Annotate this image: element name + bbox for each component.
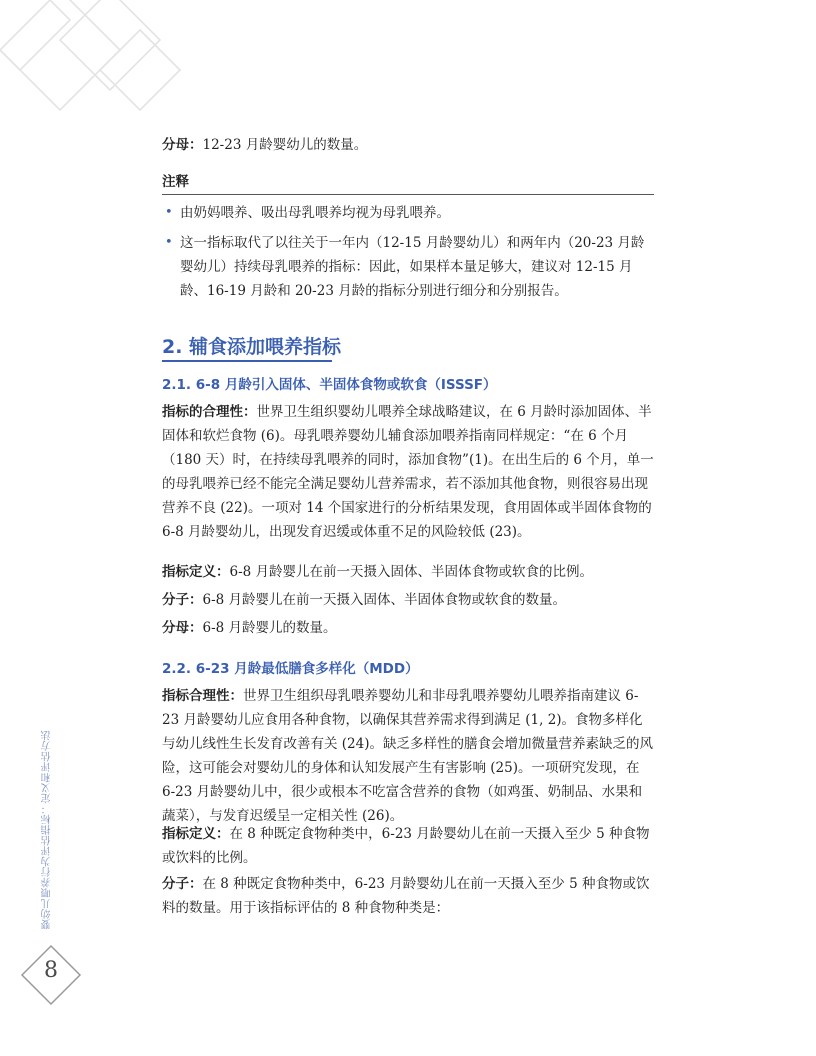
subsection-heading-2-2: 2.2. 6-23 月龄最低膳食多样化（MDD） [162,661,419,677]
section-underline [162,360,332,362]
rationale-paragraph: 指标的合理性：世界卫生组织婴幼儿喂养全球战略建议，在 6 月龄时添加固体、半固体和软烂食物 (6)。母乳喂养婴幼儿辅食添加喂养指南同样规定：“在 6 个月（180 天）时，在持续母乳喂养的同时，添加食物”(1)。在出生后的 6 个月，单一的母乳喂养已经不能完全满足婴幼儿营养需求，若不添加其他食物，则很容易出现营养不良 (22)。一项对 14 个国家进行的分析结果发现，食用固体或半固体食物的 6-8 月龄婴幼儿，出现发育迟缓或体重不足的风险较低 (23)。 [162,404,654,540]
running-title: 婴幼儿喂养行为评估指标：定义和评估方法 [42,730,53,930]
list-item: • 由奶妈喂养、吸出母乳喂养均视为母乳喂养。 [162,201,654,225]
notes-list [162,201,654,309]
numerator-paragraph: 分子：6-8 月龄婴儿在前一天摄入固体、半固体食物或软食的数量。 [162,592,567,608]
denominator-paragraph: 分母：6-8 月龄婴儿的数量。 [162,620,337,636]
page-number: 8 [44,958,58,983]
definition-paragraph: 指标定义：6-8 月龄婴儿在前一天摄入固体、半固体食物或软食的比例。 [162,564,594,580]
definition-paragraph: 指标定义：在 8 种既定食物种类中，6-23 月龄婴幼儿在前一天摄入至少 5 种食物或饮料的比例。 [162,826,650,866]
denominator-paragraph: 分母：12-23 月龄婴幼儿的数量。 [162,137,368,153]
bullet-icon: • [165,205,173,220]
bullet-icon: • [165,235,173,250]
subsection-heading-2-1: 2.1. 6-8 月龄引入固体、半固体食物或软食（ISSSF） [162,377,497,393]
notes-heading: 注释 [162,170,654,195]
rationale-paragraph: 指标合理性：世界卫生组织母乳喂养婴幼儿和非母乳喂养婴幼儿喂养指南建议 6-23 月龄婴幼儿应食用各种食物，以确保其营养需求得到满足 (1, 2)。食物多样化与幼儿线性生长发育改善有关 (24)。缺乏多样性的膳食会增加微量营养素缺乏的风险，这可能会对婴幼儿的身体和认知发展产生有害影响 (25)。一项研究发现，在 6-23 月龄婴幼儿中，很少或根本不吃富含营养的食物（如鸡蛋、奶制品、水果和蔬菜），与发育迟缓呈一定相关性 (26)。 [162,688,654,824]
section-heading: 2. 辅食添加喂养指标 [162,336,342,358]
corner-decoration [0,0,190,120]
list-item: • 这一指标取代了以往关于一年内（12-15 月龄婴幼儿）和两年内（20-23 月龄婴幼儿）持续母乳喂养的指标：因此，如果样本量足够大，建议对 12-15 月龄、16-19 月龄和 20-23 月龄的指标分别进行细分和分别报告。 [162,231,654,303]
numerator-paragraph: 分子：在 8 种既定食物种类中，6-23 月龄婴幼儿在前一天摄入至少 5 种食物或饮料的数量。用于该指标评估的 8 种食物种类是： [162,876,650,916]
